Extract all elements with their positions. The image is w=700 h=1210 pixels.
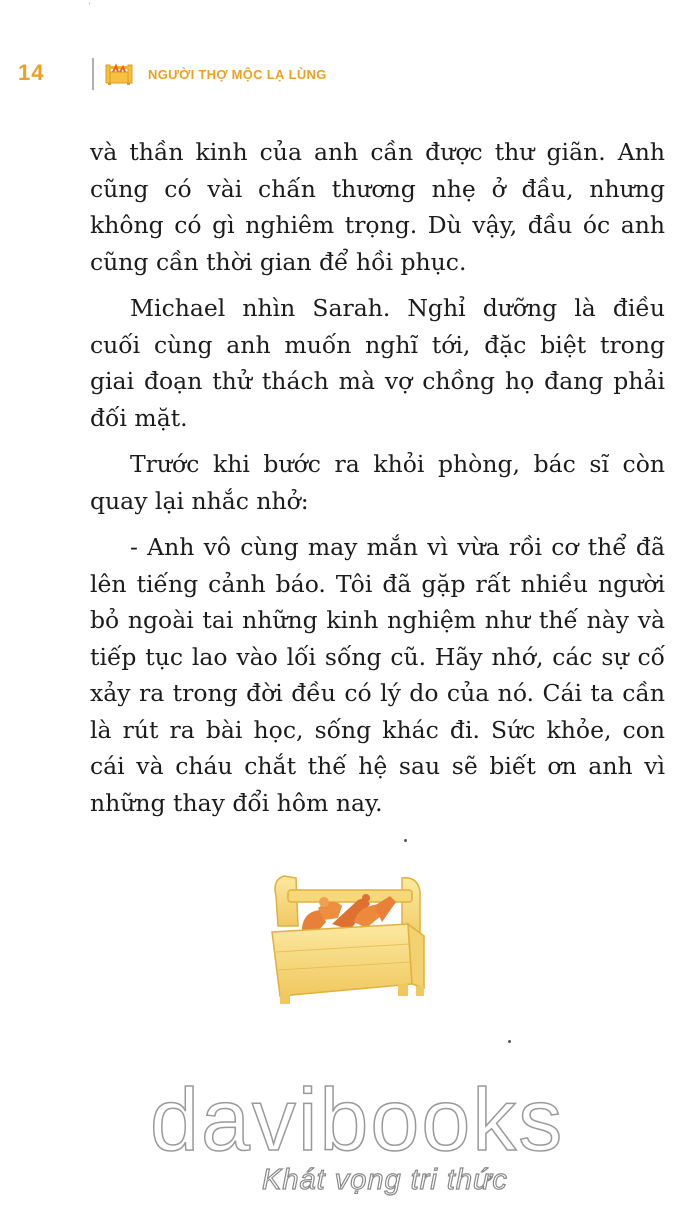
paragraph: - Anh vô cùng may mắn vì vừa rồi cơ thể đã lên tiếng cảnh báo. Tôi đã gặp rất nhiều người bỏ ngoài tai những kinh nghiệm như thế này và tiếp tục lao vào lối sống cũ. Hãy nhớ, các sự cố xảy ra trong đời đều có lý do của nó. Cái ta cần là rút ra bài học, sống khác đi. Sức khỏe, con cái và cháu chắt thế hệ sau sẽ biết ơn anh vì những thay đổi hôm nay. (90, 533, 665, 817)
paragraph: và thần kinh của anh cần được thư giãn. Anh cũng có vài chấn thương nhẹ ở đầu, nhưng không có gì nghiêm trọng. Dù vậy, đầu óc anh cũng cần thời gian để hồi phục. (90, 138, 665, 276)
watermark-slogan: Khát vọng tri thức (262, 1164, 508, 1196)
ornament-dot (508, 1040, 511, 1043)
toolbox-illustration (262, 866, 432, 1016)
book-title: NGƯỜI THỢ MỘC LẠ LÙNG (148, 67, 327, 82)
watermark (150, 1070, 570, 1210)
toolbox-icon (104, 60, 134, 86)
paragraph: Michael nhìn Sarah. Nghỉ dưỡng là điều cuối cùng anh muốn nghĩ tới, đặc biệt trong giai đoạn thử thách mà vợ chồng họ đang phải đối mặt. (90, 294, 665, 432)
ornament-dot (404, 839, 407, 842)
running-header (0, 58, 700, 92)
body-text (90, 134, 665, 831)
page-number: 14 (18, 60, 45, 85)
corner-mark: ʼ (88, 2, 91, 11)
header-divider (92, 58, 94, 90)
paragraph: Trước khi bước ra khỏi phòng, bác sĩ còn quay lại nhắc nhở: (90, 450, 665, 515)
watermark-logo: davibooks (150, 1070, 565, 1169)
